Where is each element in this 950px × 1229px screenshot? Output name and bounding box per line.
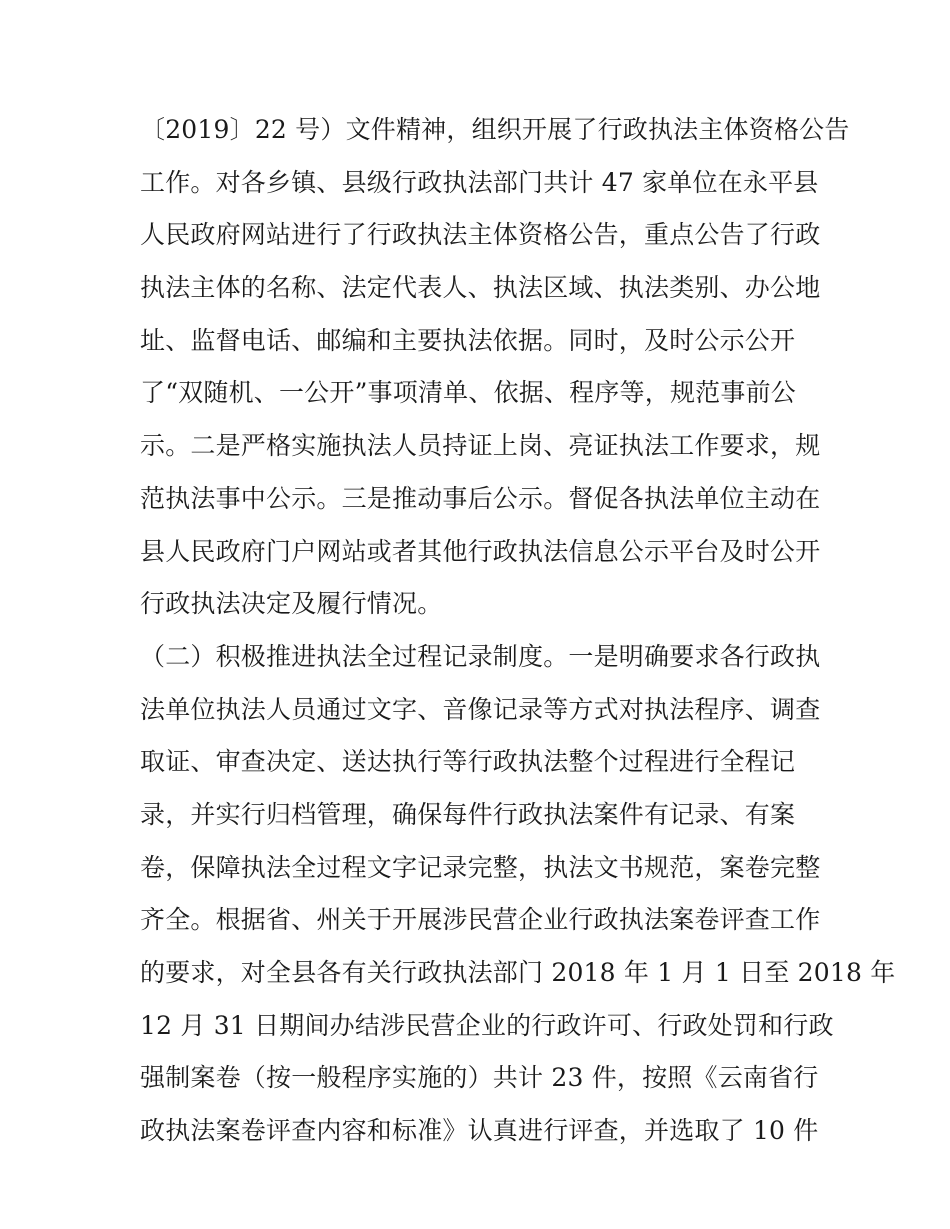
text-line-17: 的要求，对全县各有关行政执法部门 2018 年 1 月 1 日至 2018 年 xyxy=(140,958,896,987)
text-line-2: 工作。对各乡镇、县级行政执法部门共计 47 家单位在永平县 xyxy=(140,167,819,197)
text-line-10: 行政执法决定及履行情况。 xyxy=(140,589,443,619)
text-line-13: 取证、审查决定、送达执行等行政执法整个过程进行全程记 xyxy=(140,747,796,777)
text-line-1: 〔2019〕22 号）文件精神，组织开展了行政执法主体资格公告 xyxy=(140,115,850,144)
text-line-9: 县人民政府门户网站或者其他行政执法信息公示平台及时公开 xyxy=(140,536,821,566)
text-line-15: 卷，保障执法全过程文字记录完整，执法文书规范，案卷完整 xyxy=(140,852,821,882)
text-line-12: 法单位执法人员通过文字、音像记录等方式对执法程序、调查 xyxy=(140,694,821,724)
text-line-19: 强制案卷（按一般程序实施的）共计 23 件，按照《云南省行 xyxy=(140,1063,819,1093)
text-line-5: 址、监督电话、邮编和主要执法依据。同时，及时公示公开 xyxy=(140,325,796,355)
text-line-8: 范执法事中公示。三是推动事后公示。督促各执法单位主动在 xyxy=(140,483,821,513)
text-line-6: 了“双随机、一公开”事项清单、依据、程序等，规范事前公 xyxy=(140,378,796,408)
text-line-7: 示。二是严格实施执法人员持证上岗、亮证执法工作要求，规 xyxy=(140,431,821,461)
section-heading-line: （二）积极推进执法全过程记录制度。一是明确要求各行政执 xyxy=(140,641,821,671)
text-line-18: 12 月 31 日期间办结涉民营企业的行政许可、行政处罚和行政 xyxy=(140,1010,834,1040)
body-text xyxy=(140,104,896,1158)
text-line-14: 录，并实行归档管理，确保每件行政执法案件有记录、有案 xyxy=(140,799,796,829)
text-line-16: 齐全。根据省、州关于开展涉民营企业行政执法案卷评查工作 xyxy=(140,905,821,935)
text-line-20: 政执法案卷评查内容和标准》认真进行评查，并选取了 10 件 xyxy=(140,1116,819,1146)
text-line-4: 执法主体的名称、法定代表人、执法区域、执法类别、办公地 xyxy=(140,273,821,303)
text-line-3: 人民政府网站进行了行政执法主体资格公告，重点公告了行政 xyxy=(140,220,821,250)
